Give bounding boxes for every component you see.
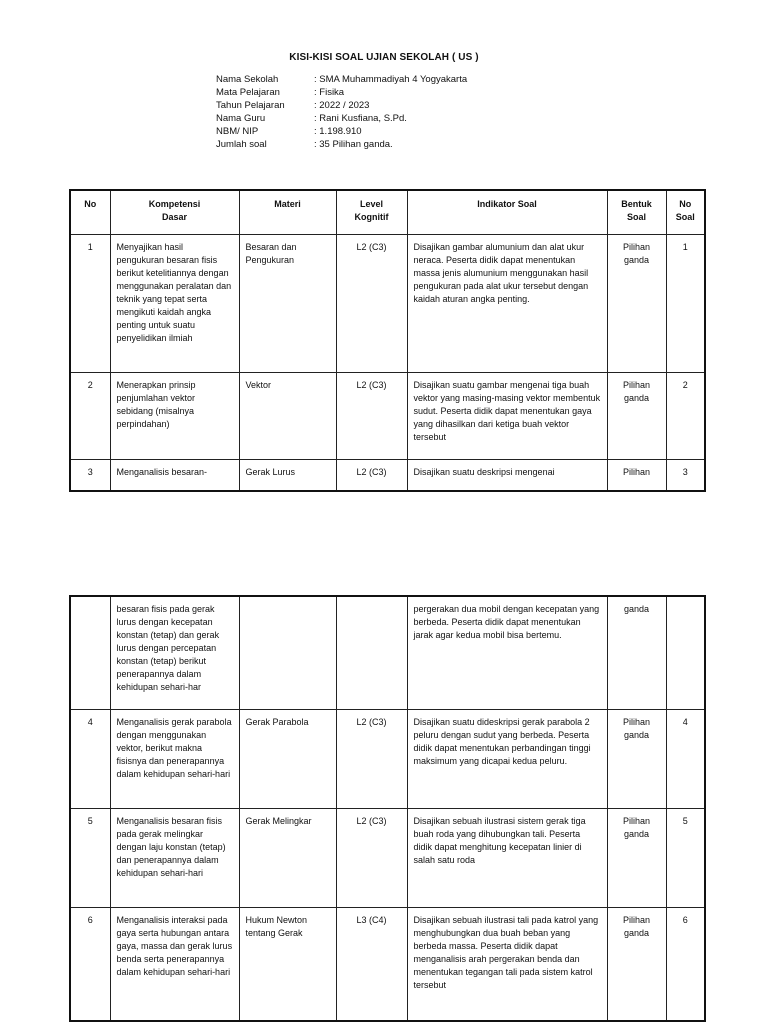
cell-indikator: Disajikan gambar alumunium dan alat ukur neraca. Peserta didik dapat menentukan massa jenis alumunium menggunakan hasil pengukuran pada alat ukur tersebut dengan kaidah aturan angka penting. [407,234,607,372]
cell-indikator: Disajikan suatu deskripsi mengenai [407,459,607,491]
info-row-count [216,138,467,151]
table-row [70,907,705,1021]
info-label: Jumlah soal [216,139,267,150]
info-value: : SMA Muhammadiyah 4 Yogyakarta [314,74,468,85]
table-row [70,709,705,808]
cell-no: 2 [70,372,110,459]
info-row-year [216,99,467,112]
cell-bentuk: ganda [607,596,666,709]
header-text: Soal [675,212,695,222]
header-no [70,190,110,234]
grid-table-page-2 [69,595,706,1022]
table-header-row [70,190,705,234]
header-text: Materi [274,199,301,209]
cell-no: 6 [70,907,110,1021]
cell-level: L2 (C3) [336,372,407,459]
table-row [70,234,705,372]
info-label: NBM/ NIP [216,126,259,137]
info-row-nbm [216,125,467,138]
cell-materi: Gerak Lurus [239,459,336,491]
cell-materi: Vektor [239,372,336,459]
cell-bentuk: Pilihan ganda [607,808,666,907]
cell-no-soal: 1 [666,234,705,372]
cell-indikator: Disajikan sebuah ilustrasi tali pada katrol yang menghubungkan dua buah beban yang berbeda massa. Peserta didik dapat menganalisis arah pergerakan benda dan menentukan tegangan tali pada sistem katrol tersebut [407,907,607,1021]
header-text: Kognitif [354,212,389,222]
header-text: Level [359,199,383,209]
info-value: : 2022 / 2023 [314,100,370,111]
cell-no-soal: 4 [666,709,705,808]
cell-kompetensi-dasar: Menerapkan prinsip penjumlahan vektor sebidang (misalnya perpindahan) [110,372,239,459]
table-row [70,808,705,907]
header-text: Dasar [161,212,188,222]
cell-no-soal: 6 [666,907,705,1021]
table-row [70,596,705,709]
info-label: Nama Guru [216,113,266,124]
header-text: Indikator Soal [477,199,537,209]
info-value: : Rani Kusfiana, S.Pd. [314,113,407,124]
cell-level: L2 (C3) [336,234,407,372]
cell-no: 4 [70,709,110,808]
table-row [70,372,705,459]
cell-indikator: pergerakan dua mobil dengan kecepatan yang berbeda. Peserta didik dapat menentukan jarak agar kedua mobil bisa bertemu. [407,596,607,709]
cell-no: 3 [70,459,110,491]
cell-level: L2 (C3) [336,459,407,491]
cell-indikator: Disajikan sebuah ilustrasi sistem gerak tiga buah roda yang dihubungkan tali. Peserta didik dapat menghitung kecepatan linier di salah satu roda [407,808,607,907]
cell-no-soal [666,596,705,709]
info-row-subject [216,86,467,99]
info-value: : 1.198.910 [314,126,362,137]
header-level-kognitif [336,190,407,234]
cell-kompetensi-dasar: Menganalisis besaran- [110,459,239,491]
cell-kompetensi-dasar: Menganalisis besaran fisis pada gerak melingkar dengan laju konstan (tetap) dan penerapannya dalam kehidupan sehari-hari [110,808,239,907]
header-text: No [84,199,97,209]
info-label: Tahun Pelajaran [216,100,285,111]
header-text: Soal [626,212,646,222]
cell-kompetensi-dasar: besaran fisis pada gerak lurus dengan kecepatan konstan (tetap) dan gerak lurus dengan percepatan konstan (tetap) berikut penerapannya dalam kehidupan sehari-har [110,596,239,709]
cell-indikator: Disajikan suatu gambar mengenai tiga buah vektor yang masing-masing vektor membentuk sudut. Peserta didik dapat menentukan gaya yang dihasilkan dari ketiga buah vektor tersebut [407,372,607,459]
header-text: Bentuk [621,199,652,209]
cell-materi: Gerak Parabola [239,709,336,808]
cell-no-soal: 3 [666,459,705,491]
school-info [216,73,467,151]
header-kompetensi-dasar [110,190,239,234]
cell-materi: Besaran dan Pengukuran [239,234,336,372]
header-text: No [679,199,692,209]
cell-level: L3 (C4) [336,907,407,1021]
cell-bentuk: Pilihan ganda [607,372,666,459]
cell-kompetensi-dasar: Menganalisis interaksi pada gaya serta hubungan antara gaya, massa dan gerak lurus benda serta penerapannya dalam kehidupan sehari-hari [110,907,239,1021]
cell-no: 5 [70,808,110,907]
cell-bentuk: Pilihan ganda [607,234,666,372]
cell-materi: Gerak Melingkar [239,808,336,907]
info-label: Mata Pelajaran [216,87,280,98]
header-indikator-soal [407,190,607,234]
info-value: : 35 Pilihan ganda. [314,139,393,150]
header-materi [239,190,336,234]
cell-no-soal: 2 [666,372,705,459]
header-text: Kompetensi [148,199,201,209]
cell-kompetensi-dasar: Menyajikan hasil pengukuran besaran fisis berikut ketelitiannya dengan menggunakan peralatan dan teknik yang tepat serta mengikuti kaidah angka penting untuk suatu penyelidikan ilmiah [110,234,239,372]
grid-table-page-1 [69,189,706,492]
cell-level: L2 (C3) [336,808,407,907]
cell-bentuk: Pilihan ganda [607,709,666,808]
info-label: Nama Sekolah [216,74,279,85]
cell-indikator: Disajikan suatu dideskripsi gerak parabola 2 peluru dengan sudut yang berbeda. Peserta didik dapat menentukan perbandingan tinggi maksimum yang dicapai kedua peluru. [407,709,607,808]
header-bentuk-soal [607,190,666,234]
header-no-soal [666,190,705,234]
info-value: : Fisika [314,87,345,98]
cell-level [336,596,407,709]
cell-bentuk: Pilihan ganda [607,907,666,1021]
table-row [70,459,705,491]
cell-no [70,596,110,709]
cell-level: L2 (C3) [336,709,407,808]
cell-bentuk: Pilihan [607,459,666,491]
info-row-teacher [216,112,467,125]
cell-materi: Hukum Newton tentang Gerak [239,907,336,1021]
document-title: KISI-KISI SOAL UJIAN SEKOLAH ( US ) [289,52,479,63]
info-row-school [216,73,467,86]
cell-materi [239,596,336,709]
cell-no-soal: 5 [666,808,705,907]
cell-no: 1 [70,234,110,372]
cell-kompetensi-dasar: Menganalisis gerak parabola dengan menggunakan vektor, berikut makna fisisnya dan penerapannya dalam kehidupan sehari-hari [110,709,239,808]
